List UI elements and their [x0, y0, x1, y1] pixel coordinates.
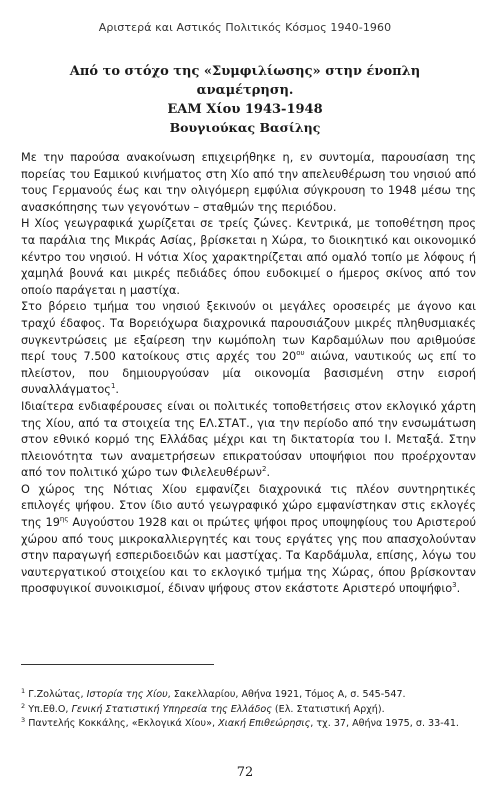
paragraph-3 [21, 299, 476, 399]
paragraph-1: Με την παρούσα ανακοίνωση επιχειρήθηκε η, εν συντομία, παρουσίαση της πορείας του Εαμικού κινήματος στη Χίο από την απελευθέρωση του νησιού από τους Γερμανούς έως και την ολιγόμερη εμφύλια σύγκρουση το 1948 μέσω της ανασκόπησης των γεγονότων – σταθμών της περιόδου. [21, 151, 476, 214]
paragraph-4-text-a: Ιδιαίτερα ενδιαφέρουσες είναι οι πολιτικές τοποθετήσεις στον εκλογικό χάρτη της Χίου, από τα στοιχεία της ΕΛ.ΣΤΑΤ., για την περίοδο από την ενσωμάτωση στον εθνικό κορμό της Ελλάδας μέχρι και τη δικτατορία του Ι. Μεταξά. Στην πλειονότητα των αναμετρήσεων επικρατούσαν υποψήφιοι που προέρχονταν από τον πολιτικό χώρο των Φιλελευθέρων [21, 399, 476, 480]
article-body [21, 150, 476, 598]
footnote-divider [21, 664, 214, 665]
paragraph-3-text-c: . [115, 383, 119, 397]
ordinal-suffix: ης [59, 515, 69, 524]
paragraph-3-text-b: αιώνα, ναυτικούς ως επί το πλείστον, που δημιουργούσαν μία οικονομία βασισμένη στην εισροή συναλλάγματος [21, 350, 476, 397]
footnote-ref-1[interactable]: 1 [110, 382, 116, 391]
footnote-text: Γ.Ζολώτας, [25, 689, 87, 700]
footnote-title: Χιακή Επιθεώρησις [218, 718, 311, 729]
paragraph-5-text-c: . [456, 582, 461, 596]
footnote-number: 1 [21, 686, 26, 695]
ordinal-suffix: ου [296, 349, 305, 358]
paragraph-2: Η Χίος γεωγραφικά χωρίζεται σε τρείς ζώνες. Κεντρικά, με τοποθέτηση προς τα παράλια της Μικράς Ασίας, βρίσκεται η Χώρα, το διοικητικό και οικονομικό κέντρο του νησιού. Η νότια Χίος χαρακτηρίζεται από ομαλό τοπίο με λόφους ή χαμηλά βουνά και μικρές πεδιάδες όπου ευδοκιμεί ο ήμερος σκίνος από τον οποίο παράγεται η μαστίχα. [21, 217, 476, 297]
title-line-1: Από το στόχο της «Συμφιλίωσης» στην ένοπλη αναμέτρηση. [69, 64, 421, 98]
article-title [20, 62, 470, 119]
footnote-text: , Σακελλαρίου, Αθήνα 1921, Τόμος Α, σ. 545-547. [167, 689, 406, 700]
footnote-text: Υπ.Εθ.Ο, [25, 703, 72, 715]
title-line-2: ΕΑΜ Χίου 1943-1948 [167, 102, 323, 117]
footnote-ref-2[interactable]: 2 [262, 465, 267, 474]
paragraph-4-text-b: . [266, 466, 271, 480]
running-head: Αριστερά και Αστικός Πολιτικός Κόσμος 1940-1960 [98, 21, 392, 34]
footnote-number: 3 [21, 715, 26, 724]
footnote-1 [21, 688, 476, 703]
footnote-ref-3[interactable]: 3 [452, 581, 457, 590]
paragraph-3-text-a: Στο βόρειο τμήμα του νησιού ξεκινούν οι μεγάλες οροσειρές με άγονο και τραχύ έδαφος. Τα Βορειόχωρα διαχρονικά παρουσιάζουν μικρές πληθυσμιακές συγκεντρώσεις με εξαίρεση την κωμόπολη των Καρδαμύλων που αριθμούσε περί τους 7.500 κατοίκους στις αρχές του 20 [21, 300, 476, 364]
author-name: Βουγιούκας Βασίλης [169, 120, 321, 135]
paragraph-5-text-a: Ο χώρος της Νότιας Χίου εμφανίζει διαχρονικά τις πλέον συντηρητικές επιλογές ψήφου. Στον ίδιο αυτό γεωγραφικό χώρο εμφανίστηκαν στις εκλογές της 19 [21, 482, 476, 530]
footnote-text: (Ελ. Στατιστική Αρχή). [271, 703, 385, 715]
footnote-2 [21, 703, 476, 718]
paragraph-5 [21, 482, 476, 598]
footnote-number: 2 [21, 701, 26, 710]
paragraph-5-text-b: Αυγούστου 1928 και οι πρώτες ψήφοι προς υποψηφίους του Αριστερού χώρου από τους μικροκαλλιεργητές και τους εργάτες γης που απασχολούνταν στην παραγωγή εσπεριδοειδών και μαστίχας. Τα Καρδάμυλα, επίσης, λόγω του ναυτεργατικού στοιχείου και το εκλογικό τμήμα της Χώρας, όπου βρίσκονταν προσφυγικοί συνοικισμοί, έδιναν ψήφους στον εκάστοτε Αριστερό υποψήφιο [21, 516, 476, 596]
footnote-3 [21, 717, 476, 732]
footnote-text: Παντελής Κοκκάλης, «Εκλογικά Χίου», [25, 718, 219, 729]
footnotes [21, 688, 476, 732]
paragraph-4 [21, 399, 476, 482]
footnote-title: Ιστορία της Χίου [86, 689, 168, 700]
page-number: 72 [236, 765, 254, 780]
footnote-text: , τχ. 37, Αθήνα 1975, σ. 33-41. [310, 718, 459, 729]
footnote-title: Γενική Στατιστική Υπηρεσία της Ελλάδος [71, 703, 272, 715]
